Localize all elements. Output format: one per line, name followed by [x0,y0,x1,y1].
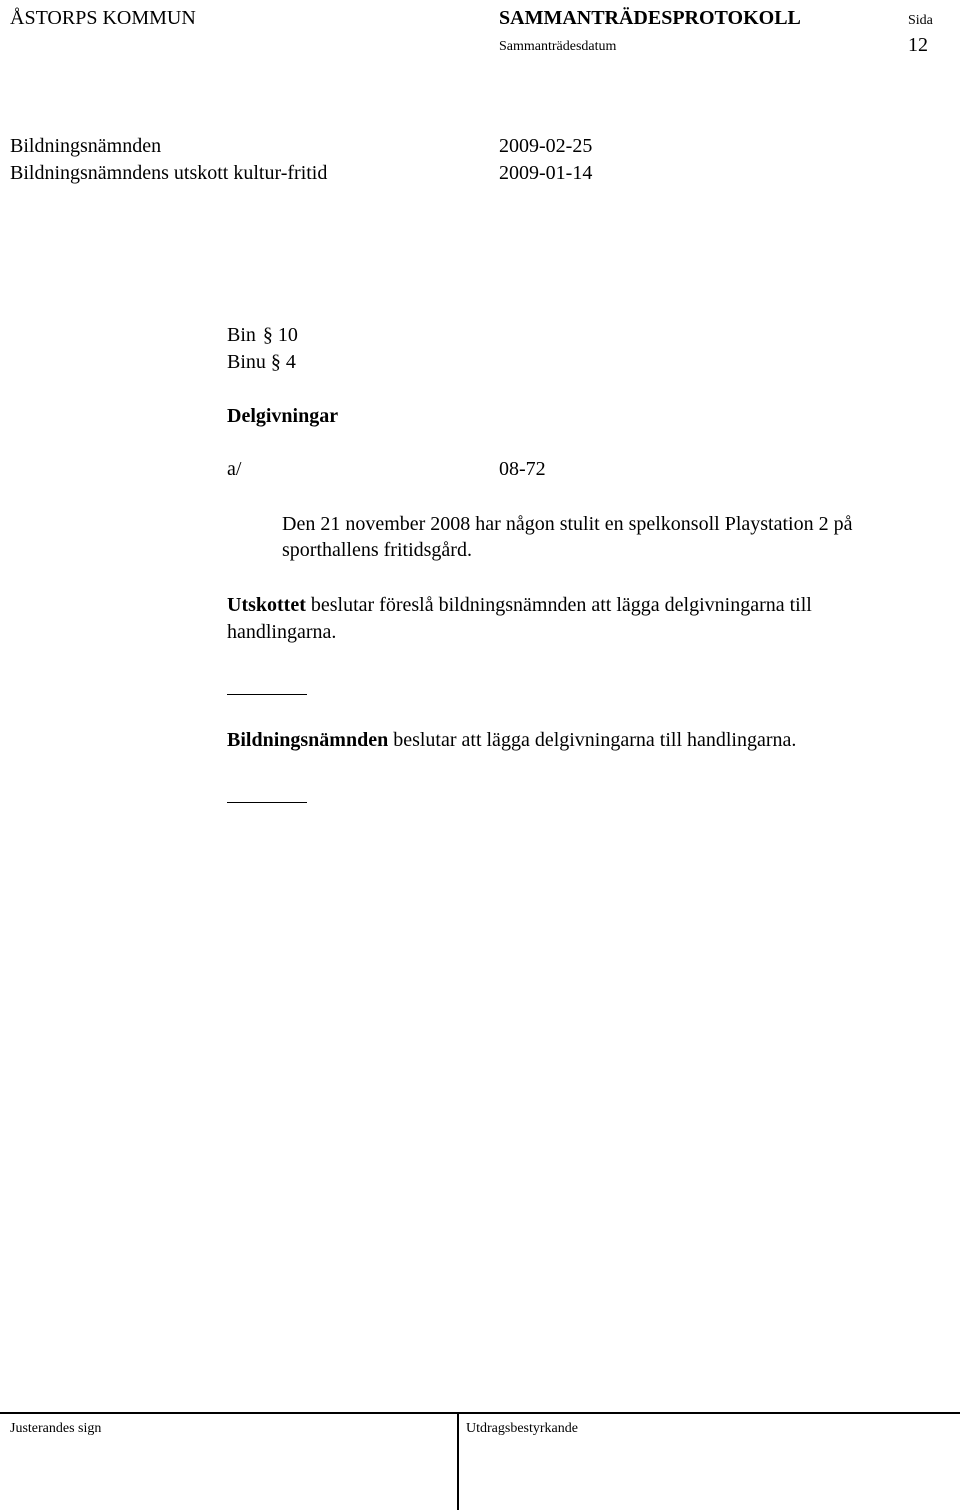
meeting-body: Bildningsnämndens utskott kultur-fritid [10,162,328,184]
item-label: a/ [227,458,242,480]
separator-line [227,802,307,803]
page-label: Sida [908,13,933,28]
meeting-date: 2009-01-14 [499,162,593,184]
committee-decision: Utskottet beslutar föreslå bildningsnämnden att lägga delgivningarna till [227,594,812,616]
committee-decision-continued: handlingarna. [227,621,337,643]
extract-certification-label: Utdragsbestyrkande [466,1421,578,1436]
footer-divider [457,1412,459,1510]
page-number: 12 [908,34,928,56]
document-type: SAMMANTRÄDESPROTOKOLL [499,7,801,29]
meeting-date: 2009-02-25 [499,135,593,157]
municipality-name: ÅSTORPS KOMMUN [10,7,196,29]
footer-top-line [0,1412,960,1414]
item-text: sporthallens fritidsgård. [282,539,472,561]
section-title: Delgivningar [227,405,339,427]
section-reference: Binu § 4 [227,351,296,373]
section-reference: Bin § 10 [227,324,298,346]
meeting-body: Bildningsnämnden [10,135,162,157]
meeting-date-label: Sammanträdesdatum [499,39,617,54]
item-text: Den 21 november 2008 har någon stulit en spelkonsoll Playstation 2 på [282,513,853,535]
justification-signature-label: Justerandes sign [10,1421,102,1436]
board-decision: Bildningsnämnden beslutar att lägga delgivningarna till handlingarna. [227,729,797,751]
item-reference: 08-72 [499,458,546,480]
separator-line [227,694,307,695]
